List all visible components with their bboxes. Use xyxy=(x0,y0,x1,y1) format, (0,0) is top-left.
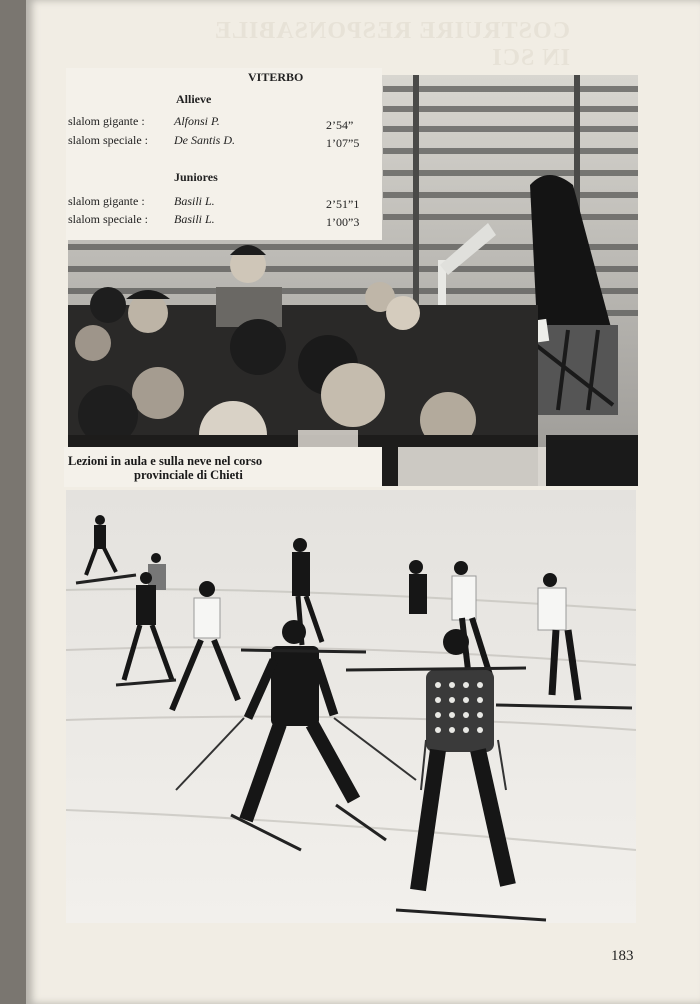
event-label: slalom gigante : xyxy=(68,114,145,128)
event-label: slalom speciale : xyxy=(68,133,148,147)
result-time: 2’51”1 xyxy=(326,197,360,211)
results-place: VITERBO xyxy=(248,70,304,84)
photo-caption xyxy=(64,447,382,487)
result-time: 1’00”3 xyxy=(326,215,360,229)
category-heading: Allieve xyxy=(176,92,212,106)
event-label: slalom gigante : xyxy=(68,194,145,208)
result-time: 1’07”5 xyxy=(326,136,360,150)
caption-line-1: Lezioni in aula e sulla neve nel corso xyxy=(68,454,263,468)
bleed-through-text: COSTRUIRE RESPONSABILE IN SCI xyxy=(213,18,570,71)
event-label: slalom speciale : xyxy=(68,212,148,226)
athlete-name: Alfonsi P. xyxy=(174,114,220,128)
caption-line-2: provinciale di Chieti xyxy=(134,468,243,482)
page-number: 183 xyxy=(611,948,634,964)
result-time: 2’54” xyxy=(326,118,354,132)
athlete-name: Basili L. xyxy=(174,212,215,226)
results-table xyxy=(66,68,382,240)
athlete-name: Basili L. xyxy=(174,194,215,208)
category-heading: Juniores xyxy=(174,170,218,184)
ski-slope-photo xyxy=(66,490,636,923)
athlete-name: De Santis D. xyxy=(174,133,235,147)
